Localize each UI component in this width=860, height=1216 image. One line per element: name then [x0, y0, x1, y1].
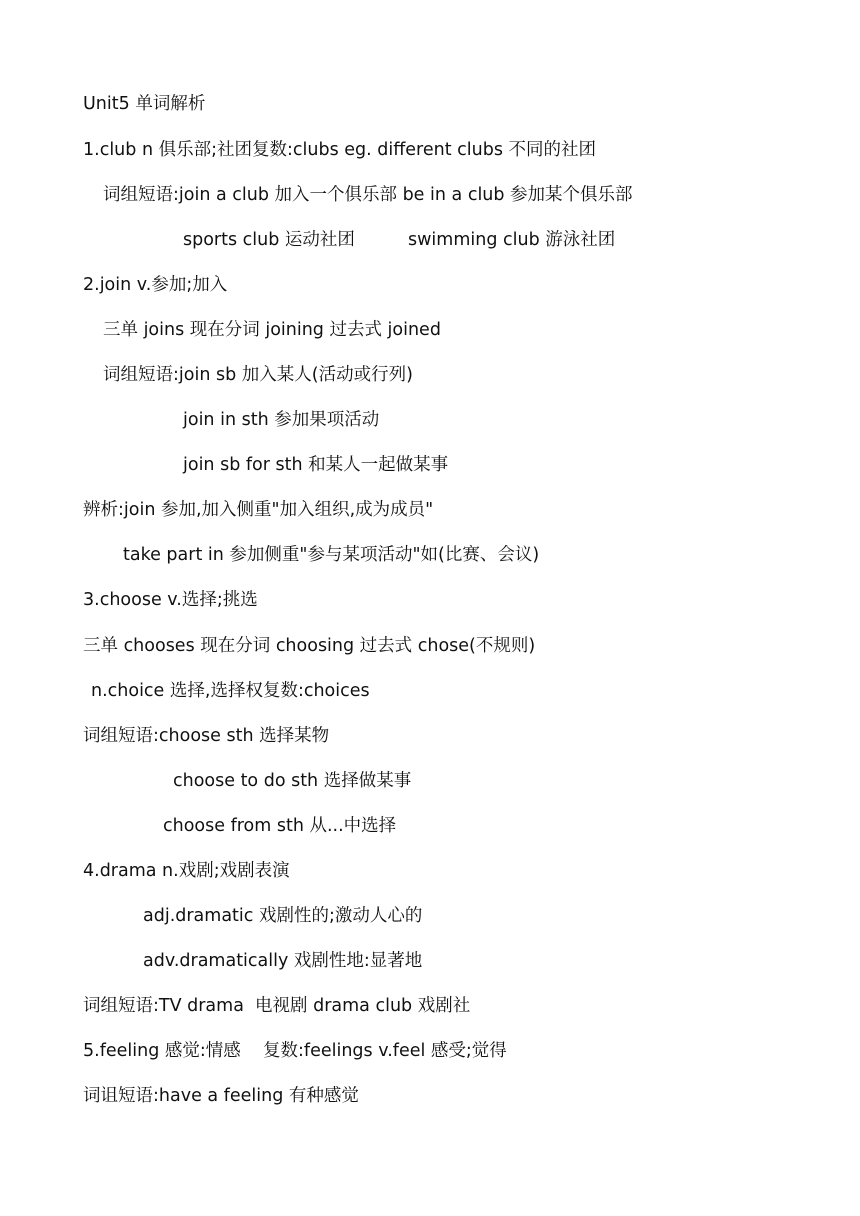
drama-phrase: 词组短语:TV drama 电视剧 drama club 戏剧社 — [83, 996, 471, 1016]
document-title: Unit5 单词解析 — [83, 94, 206, 114]
choose-forms: 三单 chooses 现在分词 choosing 过去式 chose(不规则) — [83, 636, 536, 656]
join-for-phrase: join sb for sth 和某人一起做某事 — [183, 455, 449, 475]
feeling-heading: 5.feeling 感觉:情感 复数:feelings v.feel 感受;觉得 — [83, 1041, 507, 1061]
join-in-phrase: join in sth 参加果项活动 — [183, 410, 380, 430]
dramatically-adv: adv.dramatically 戏剧性地:显著地 — [143, 951, 423, 971]
join-forms: 三单 joins 现在分词 joining 过去式 joined — [103, 320, 441, 340]
join-phrase: 词组短语:join sb 加入某人(活动或行列) — [103, 365, 413, 385]
join-heading: 2.join v.参加;加入 — [83, 275, 228, 295]
choice-noun: n.choice 选择,选择权复数:choices — [91, 681, 370, 701]
club-swimming: swimming club 游泳社团 — [408, 230, 616, 250]
club-heading: 1.club n 俱乐部;社团复数:clubs eg. different clubs 不同的社团 — [83, 140, 597, 160]
take-part-compare: take part in 参加侧重"参与某项活动"如(比赛、会议) — [123, 545, 540, 565]
club-sports: sports club 运动社团 — [183, 230, 355, 250]
join-compare: 辨析:join 参加,加入侧重"加入组织,成为成员" — [83, 500, 434, 520]
feeling-phrase: 词诅短语:have a feeling 有种感觉 — [83, 1086, 359, 1106]
choose-heading: 3.choose v.选择;挑选 — [83, 590, 258, 610]
drama-heading: 4.drama n.戏剧;戏剧表演 — [83, 861, 290, 881]
dramatic-adj: adj.dramatic 戏剧性的;激动人心的 — [143, 906, 423, 926]
choose-to-phrase: choose to do sth 选择做某事 — [173, 771, 412, 791]
choose-from-phrase: choose from sth 从...中选择 — [163, 816, 397, 836]
choose-phrase: 词组短语:choose sth 选择某物 — [83, 726, 330, 746]
club-phrase: 词组短语:join a club 加入一个俱乐部 be in a club 参加某个俱乐部 — [103, 185, 633, 205]
